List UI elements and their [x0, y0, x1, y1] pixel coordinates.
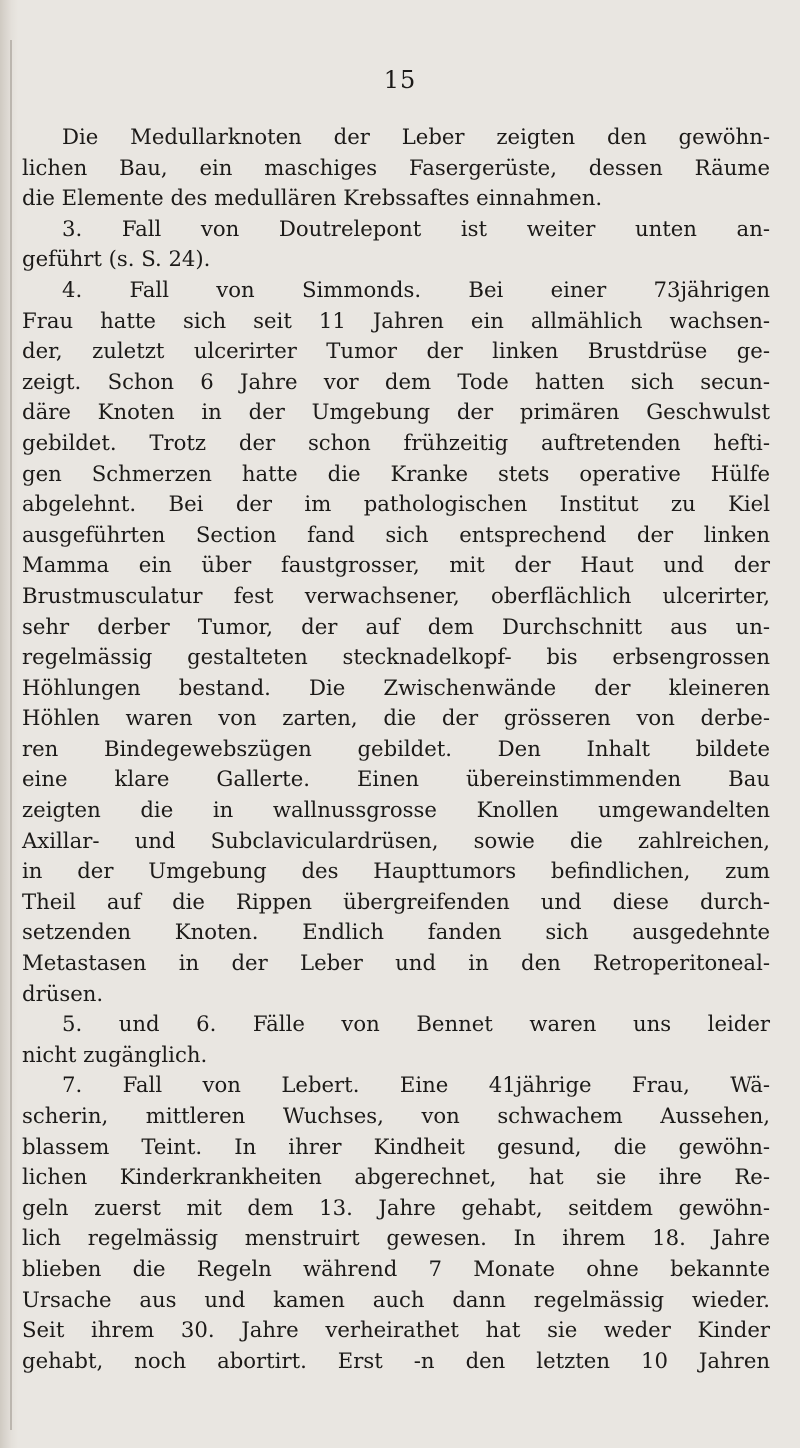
text-line: scherin, mittleren Wuchses, von schwachem Aussehen, — [22, 1103, 770, 1128]
text-line: zeigten die in wallnussgrosse Knollen umgewandelten — [22, 797, 770, 823]
text-line: setzenden Knoten. Endlich fanden sich ausgedehnte — [22, 919, 770, 945]
text-line: blieben die Regeln während 7 Monate ohne bekannte — [22, 1255, 770, 1281]
text-line: die Elemente des medullären Krebssaftes einnahmen. — [22, 185, 603, 211]
text-line: lichen Bau, ein maschiges Fasergerüste, dessen Räume — [22, 154, 770, 180]
text-line: ren Bindegewebszügen gebildet. Den Inhalt bildete — [22, 735, 770, 761]
text-line: zeigt. Schon 6 Jahre vor dem Tode hatten sich secun- — [22, 368, 770, 394]
text-line: ausgeführten Section fand sich entsprechend der linken — [22, 521, 770, 547]
text-line: gen Schmerzen hatte die Kranke stets operative Hülfe — [22, 460, 770, 486]
text-line: geln zuerst mit dem 13. Jahre gehabt, seitdem gewöhn- — [22, 1194, 770, 1220]
text-line: Brustmusculatur fest verwachsener, oberflächlich ulcerirter, — [22, 582, 770, 608]
text-line: Seit ihrem 30. Jahre verheirathet hat sie weder Kinder — [22, 1317, 770, 1343]
text-line: der, zuletzt ulcerirter Tumor der linken Brustdrüse ge- — [22, 338, 770, 364]
text-line: Die Medullarknoten der Leber zeigten den gewöhn- — [62, 124, 770, 149]
text-line: Metastasen in der Leber und in den Retroperitoneal- — [22, 950, 770, 976]
text-line: Höhlungen bestand. Die Zwischenwände der kleineren — [22, 674, 770, 700]
text-line: nicht zugänglich. — [22, 1041, 208, 1067]
text-line: Theil auf die Rippen übergreifenden und diese durch- — [22, 888, 770, 914]
text-line: Frau hatte sich seit 11 Jahren ein allmählich wachsen- — [22, 307, 770, 333]
text-line: sehr derber Tumor, der auf dem Durchschnitt aus un- — [22, 613, 770, 639]
text-line: lich regelmässig menstruirt gewesen. In ihrem 18. Jahre — [22, 1225, 770, 1251]
page-number: 15 — [383, 66, 417, 94]
text-line: drüsen. — [22, 980, 104, 1006]
text-line: 3. Fall von Doutrelepont ist weiter unten an- — [62, 215, 770, 241]
text-line: Axillar- und Subclaviculardrüsen, sowie die zahlreichen, — [22, 827, 770, 853]
text-line: Mamma ein über faustgrosser, mit der Haut und der — [22, 552, 770, 578]
text-line: 5. und 6. Fälle von Bennet waren uns leider — [62, 1011, 770, 1037]
text-line: blassem Teint. In ihrer Kindheit gesund, die gewöhn- — [22, 1133, 770, 1159]
text-line: in der Umgebung des Haupttumors befindlichen, zum — [22, 858, 770, 884]
body-text — [22, 122, 770, 1376]
text-line: gebildet. Trotz der schon frühzeitig auftretenden hefti- — [22, 429, 770, 455]
text-line: däre Knoten in der Umgebung der primären Geschwulst — [22, 399, 770, 425]
text-line: abgelehnt. Bei der im pathologischen Institut zu Kiel — [22, 491, 770, 517]
text-line: Höhlen waren von zarten, die der grösseren von derbe- — [22, 705, 770, 731]
text-line: Ursache aus und kamen auch dann regelmässig wieder. — [22, 1286, 770, 1312]
text-line: gehabt, noch abortirt. Erst ‑n den letzten 10 Jahren — [22, 1347, 770, 1373]
text-line: lichen Kinderkrankheiten abgerechnet, hat sie ihre Re- — [22, 1164, 770, 1190]
text-line: 7. Fall von Lebert. Eine 41jährige Frau, Wä- — [62, 1072, 770, 1098]
text-line: 4. Fall von Simmonds. Bei einer 73jährigen — [62, 276, 770, 302]
text-line: geführt (s. S. 24). — [22, 246, 211, 272]
page-binding-edge — [0, 0, 18, 1448]
binding-shadow-line — [10, 40, 12, 1430]
text-line: eine klare Gallerte. Einen übereinstimmenden Bau — [22, 766, 770, 792]
text-line: regelmässig gestalteten stecknadelkopf- bis erbsengrossen — [22, 644, 770, 670]
